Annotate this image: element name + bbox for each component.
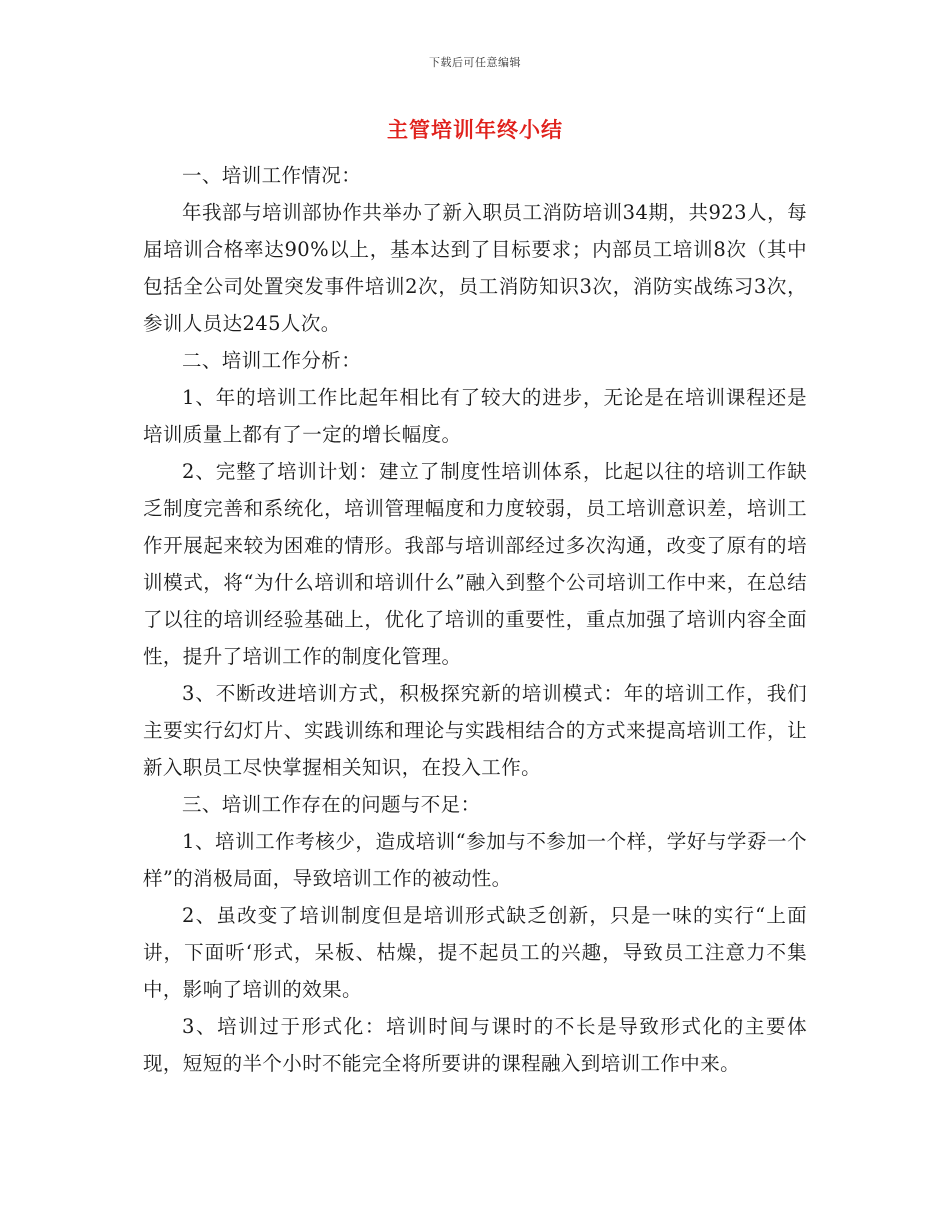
section-heading-3: 三、培训工作存在的问题与不足： <box>182 793 481 816</box>
body-paragraph: 年我部与培训部协作共举办了新入职员工消防培训34期，共923人，每届培训合格率达90%以上，基本达到了目标要求；内部员工培训8次（其中包括全公司处置突发事件培训2次，员工消防知识3次，消防实战练习3次，参训人员达245人次。 <box>143 201 807 335</box>
body-paragraph: 2、虽改变了培训制度但是培训形式缺乏创新，只是一味的实行“上面讲，下面听‘形式，呆板、枯燥，提不起员工的兴趣，导致员工注意力不集中，影响了培训的效果。 <box>143 904 807 1001</box>
body-paragraph: 1、年的培训工作比起年相比有了较大的进步，无论是在培训课程还是培训质量上都有了一定的增长幅度。 <box>143 386 807 446</box>
document-title: 主管培训年终小结 <box>387 117 563 142</box>
document-body <box>143 157 807 1082</box>
section-heading-1: 一、培训工作情况： <box>182 164 362 187</box>
body-paragraph: 2、完整了培训计划：建立了制度性培训体系，比起以往的培训工作缺乏制度完善和系统化，培训管理幅度和力度较弱，员工培训意识差，培训工作开展起来较为困难的情形。我部与培训部经过多次沟通，改变了原有的培训模式，将“为什么培训和培训什么”融入到整个公司培训工作中来，在总结了以往的培训经验基础上，优化了培训的重要性，重点加强了培训内容全面性，提升了培训工作的制度化管理。 <box>143 460 807 668</box>
section-heading-2: 二、培训工作分析： <box>182 349 362 372</box>
body-paragraph: 1、培训工作考核少，造成培训“参加与不参加一个样，学好与学孬一个样”的消极局面，导致培训工作的被动性。 <box>143 830 807 890</box>
page-header-note: 下载后可任意编辑 <box>429 56 521 69</box>
body-paragraph: 3、培训过于形式化：培训时间与课时的不长是导致形式化的主要体现，短短的半个小时不能完全将所要讲的课程融入到培训工作中来。 <box>143 1015 807 1075</box>
body-paragraph: 3、不断改进培训方式，积极探究新的培训模式：年的培训工作，我们主要实行幻灯片、实践训练和理论与实践相结合的方式来提高培训工作，让新入职员工尽快掌握相关知识，在投入工作。 <box>143 682 807 779</box>
